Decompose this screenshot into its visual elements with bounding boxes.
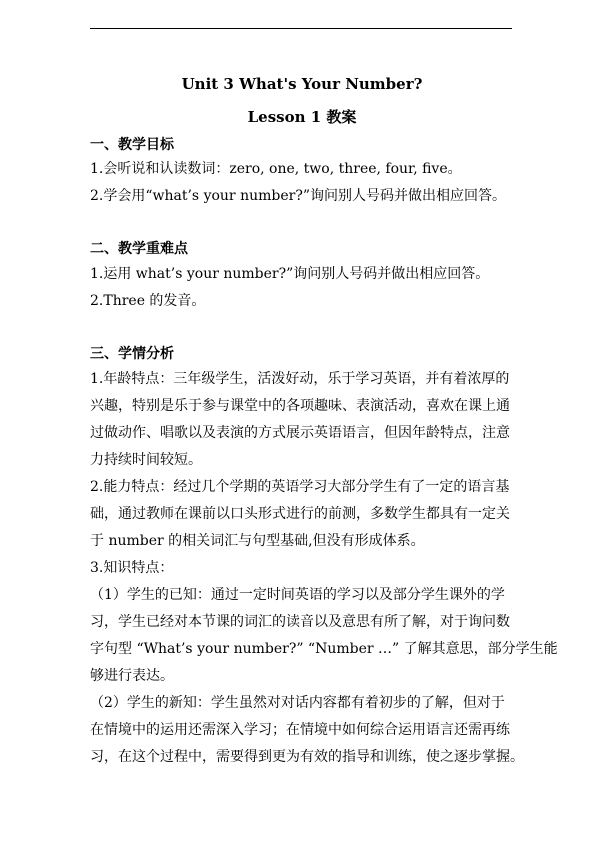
known-line-3: 字句型 “What’s your number?” “Number …” 了解其意思，部分学生能 <box>90 641 558 657</box>
analysis-knowledge-label: 3.知识特点： <box>90 560 174 576</box>
analysis-age-line-2: 兴趣，特别是乐于参与课堂中的各项趣味、表演活动，喜欢在课上通 <box>90 398 510 414</box>
known-line-4: 够进行表达。 <box>90 668 174 684</box>
goal-item-1: 1.会听说和认读数词：zero, one, two, three, four, five。 <box>90 161 462 177</box>
analysis-age-line-4: 力持续时间较短。 <box>90 452 202 468</box>
section-heading-key-points: 二、教学重难点 <box>90 241 188 257</box>
header-rule <box>90 28 512 29</box>
analysis-ability-line-2: 础，通过教师在课前以口头形式进行的前测，多数学生都具有一定关 <box>90 506 510 522</box>
known-line-1: （1）学生的已知：通过一定时间英语的学习以及部分学生课外的学 <box>90 587 505 603</box>
analysis-ability-line-3: 于 number 的相关词汇与句型基础,但没有形成体系。 <box>90 533 425 549</box>
key-point-item-1: 1.运用 what’s your number?”询问别人号码并做出相应回答。 <box>90 266 490 282</box>
analysis-age-line-1: 1.年龄特点：三年级学生，活泼好动，乐于学习英语，并有着浓厚的 <box>90 371 510 387</box>
document-subtitle: Lesson 1 教案 <box>247 108 357 126</box>
new-knowledge-line-3: 习，在这个过程中，需要得到更为有效的指导和训练，使之逐步掌握。 <box>90 749 524 765</box>
analysis-age-line-3: 过做动作、唱歌以及表演的方式展示英语语言，但因年龄特点，注意 <box>90 425 510 441</box>
new-knowledge-line-2: 在情境中的运用还需深入学习；在情境中如何综合运用语言还需再练 <box>90 722 510 738</box>
section-heading-goals: 一、教学目标 <box>90 137 174 153</box>
section-heading-analysis: 三、学情分析 <box>90 346 174 362</box>
known-line-2: 习，学生已经对本节课的词汇的读音以及意思有所了解，对于询问数 <box>90 614 510 630</box>
key-point-item-2: 2.Three 的发音。 <box>90 293 206 309</box>
analysis-ability-line-1: 2.能力特点：经过几个学期的英语学习大部分学生有了一定的语言基 <box>90 479 510 495</box>
new-knowledge-line-1: （2）学生的新知：学生虽然对对话内容都有着初步的了解，但对于 <box>90 695 505 711</box>
goal-item-2: 2.学会用“what’s your number?”询问别人号码并做出相应回答。 <box>90 188 506 204</box>
document-title: Unit 3 What's Your Number? <box>181 75 423 93</box>
